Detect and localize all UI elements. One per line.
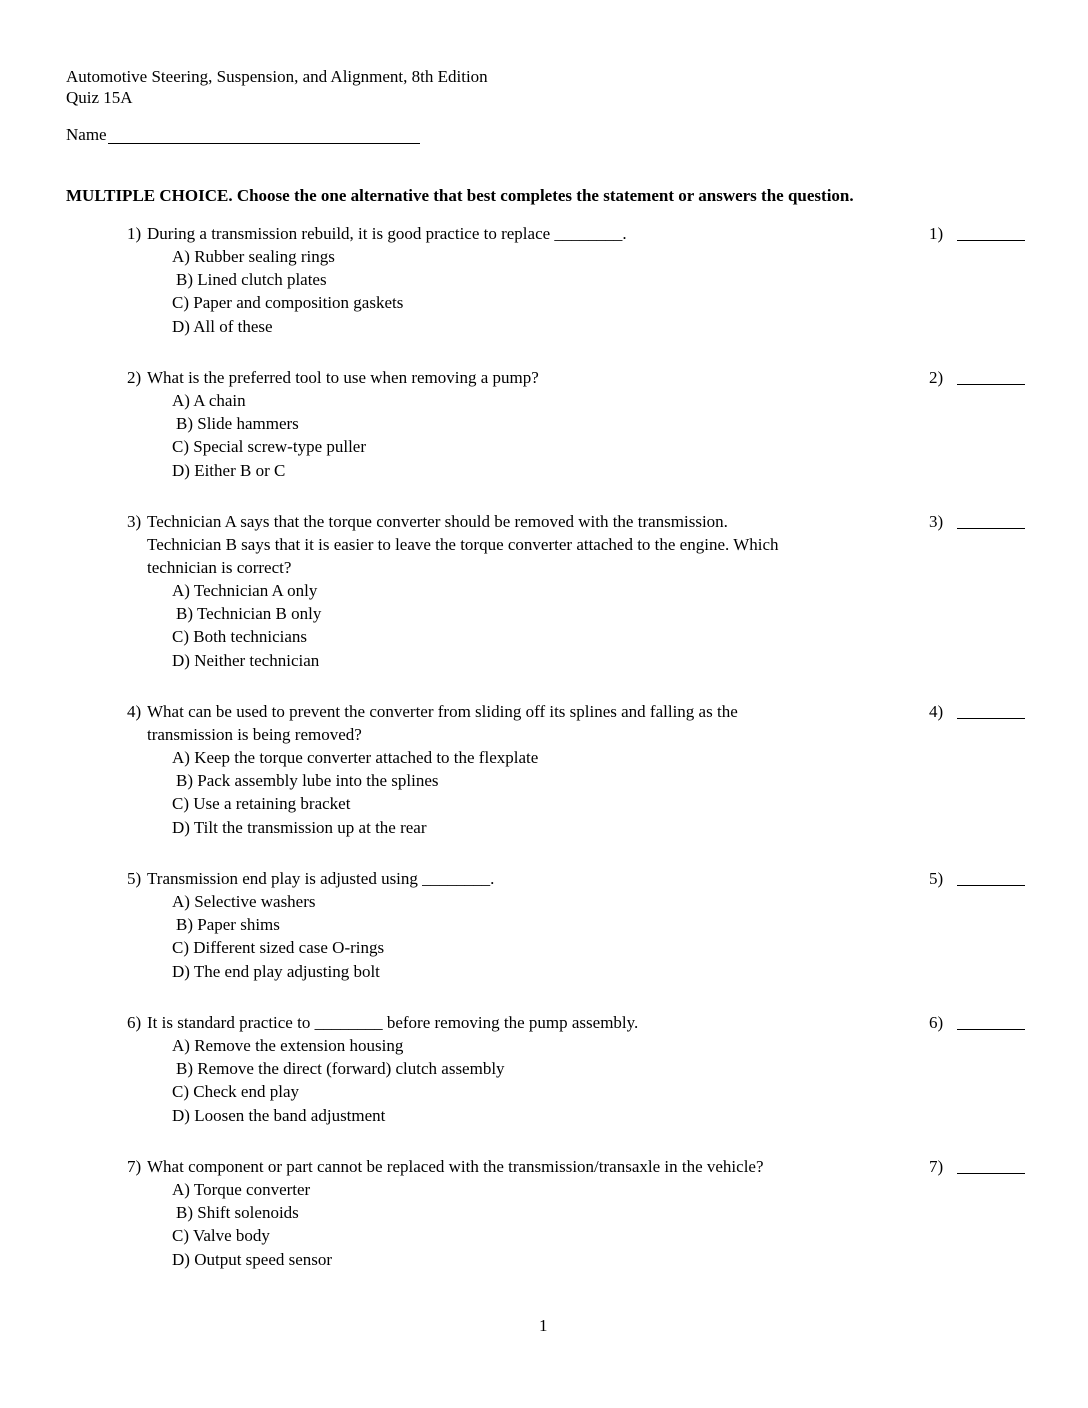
question-text: transmission is being removed?: [147, 725, 362, 744]
answer-option[interactable]: C) Use a retaining bracket: [172, 794, 351, 814]
question-number: 2): [127, 368, 142, 387]
answer-number: 2): [929, 368, 944, 387]
question-text: Technician B says that it is easier to leave the torque converter attached to the engine. Which: [147, 535, 779, 554]
answer-blank[interactable]: [957, 240, 1025, 241]
question-number: 4): [127, 702, 142, 721]
answer-option[interactable]: C) Paper and composition gaskets: [172, 293, 404, 313]
answer-option[interactable]: B) Pack assembly lube into the splines: [176, 771, 439, 791]
answer-option[interactable]: A) Selective washers: [172, 892, 316, 911]
answer-option[interactable]: A) A chain: [172, 391, 246, 410]
name-blank-line[interactable]: [108, 143, 420, 144]
answer-option[interactable]: D) Either B or C: [172, 460, 286, 480]
answer-blank[interactable]: [957, 1173, 1025, 1174]
question-text: What component or part cannot be replaced with the transmission/transaxle in the vehicle?: [147, 1157, 764, 1176]
answer-number: 3): [929, 512, 944, 531]
answer-option[interactable]: A) Torque converter: [172, 1180, 311, 1199]
answer-option[interactable]: D) Loosen the band adjustment: [172, 1105, 386, 1125]
answer-option[interactable]: A) Remove the extension housing: [172, 1036, 404, 1055]
question-number: 6): [127, 1013, 142, 1032]
answer-option[interactable]: D) Output speed sensor: [172, 1249, 333, 1269]
answer-option[interactable]: B) Technician B only: [176, 604, 322, 624]
answer-number: 5): [929, 869, 944, 888]
answer-number: 4): [929, 702, 944, 721]
answer-option[interactable]: D) Neither technician: [172, 650, 320, 670]
quiz-title: Quiz 15A: [66, 88, 133, 107]
page-number: 1: [539, 1316, 548, 1335]
question-text: What can be used to prevent the converter from sliding off its splines and falling as the: [147, 702, 738, 721]
question-2: [127, 366, 1077, 482]
question-text: During a transmission rebuild, it is good practice to replace ________.: [147, 224, 627, 243]
question-text: technician is correct?: [147, 558, 292, 577]
answer-option[interactable]: B) Shift solenoids: [176, 1203, 299, 1223]
question-1: [127, 222, 1077, 338]
answer-option[interactable]: B) Paper shims: [176, 915, 280, 935]
answer-option[interactable]: D) All of these: [172, 316, 273, 336]
answer-option[interactable]: B) Lined clutch plates: [176, 270, 327, 290]
question-number: 1): [127, 224, 142, 243]
question-number: 3): [127, 512, 142, 531]
answer-number: 1): [929, 224, 944, 243]
question-4: [127, 700, 1077, 839]
answer-option[interactable]: C) Special screw-type puller: [172, 437, 367, 457]
answer-option[interactable]: A) Technician A only: [172, 581, 318, 600]
answer-option[interactable]: D) The end play adjusting bolt: [172, 961, 380, 981]
answer-blank[interactable]: [957, 718, 1025, 719]
answer-number: 6): [929, 1013, 944, 1032]
question-text: What is the preferred tool to use when removing a pump?: [147, 368, 539, 387]
answer-option[interactable]: B) Slide hammers: [176, 414, 299, 434]
answer-blank[interactable]: [957, 1029, 1025, 1030]
question-text: Transmission end play is adjusted using ________.: [147, 869, 495, 888]
question-7: [127, 1155, 1077, 1271]
answer-blank[interactable]: [957, 528, 1025, 529]
answer-option[interactable]: C) Check end play: [172, 1082, 299, 1102]
instructions: MULTIPLE CHOICE. Choose the one alternative that best completes the statement or answers the question.: [66, 186, 854, 205]
answer-option[interactable]: B) Remove the direct (forward) clutch assembly: [176, 1059, 505, 1079]
question-5: [127, 867, 1077, 983]
answer-number: 7): [929, 1157, 944, 1176]
question-number: 7): [127, 1157, 142, 1176]
question-6: [127, 1011, 1077, 1127]
answer-blank[interactable]: [957, 885, 1025, 886]
question-text: It is standard practice to ________ before removing the pump assembly.: [147, 1013, 639, 1032]
question-text: Technician A says that the torque converter should be removed with the transmission.: [147, 512, 728, 531]
answer-option[interactable]: A) Rubber sealing rings: [172, 247, 335, 266]
answer-option[interactable]: C) Valve body: [172, 1226, 270, 1246]
question-3: [127, 510, 1077, 672]
answer-blank[interactable]: [957, 384, 1025, 385]
question-number: 5): [127, 869, 142, 888]
course-title: Automotive Steering, Suspension, and Alignment, 8th Edition: [66, 67, 488, 86]
answer-option[interactable]: C) Both technicians: [172, 627, 308, 647]
answer-option[interactable]: A) Keep the torque converter attached to the flexplate: [172, 748, 539, 767]
name-label: Name: [66, 125, 107, 144]
answer-option[interactable]: D) Tilt the transmission up at the rear: [172, 817, 427, 837]
answer-option[interactable]: C) Different sized case O-rings: [172, 938, 385, 958]
